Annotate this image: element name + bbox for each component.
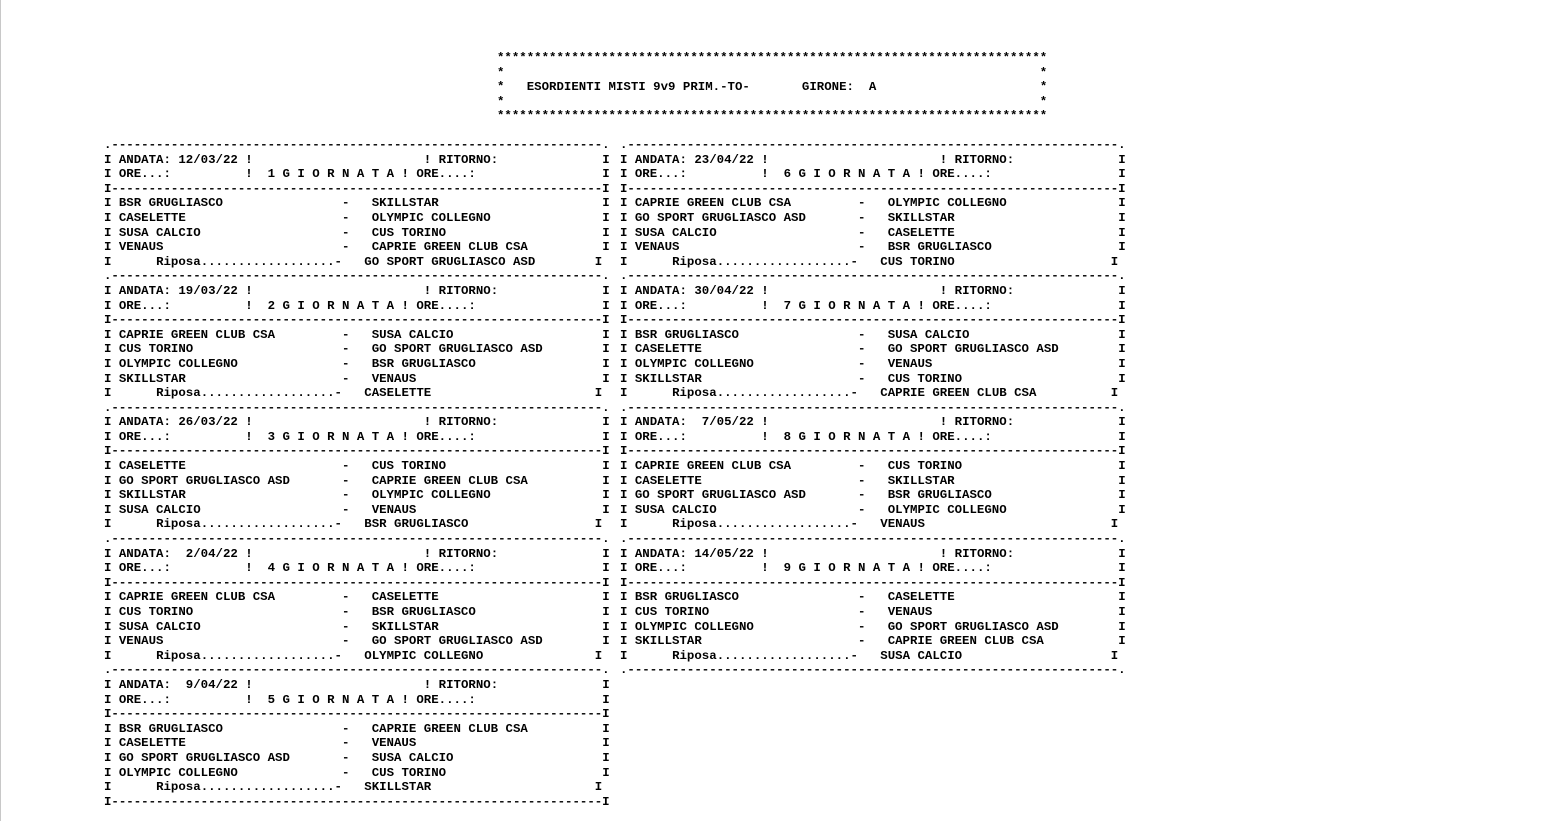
andata-label: ANDATA: (118, 283, 171, 298)
away-team: VENAUS (887, 356, 933, 371)
giornata-label: G I O R N A T A (798, 561, 911, 576)
away-team: BSR GRUGLIASCO (887, 240, 992, 255)
match-row: I CASELETTE - OLYMPIC COLLEGNO I (104, 210, 610, 225)
ore-ritorno-label: ORE....: (932, 167, 992, 182)
match-row: I CAPRIE GREEN CLUB CSA - CUS TORINO I (620, 459, 1126, 474)
away-team: CASELETTE (887, 590, 955, 605)
home-team: OLYMPIC COLLEGNO (634, 356, 754, 371)
riposa-row: I Riposa..................- BSR GRUGLIASCO I (104, 517, 603, 532)
away-team: SUSA CALCIO (371, 327, 454, 342)
match-row: I OLYMPIC COLLEGNO - BSR GRUGLIASCO I (104, 356, 610, 371)
riposa-team: CUS TORINO (880, 254, 955, 269)
match-row: I GO SPORT GRUGLIASCO ASD - SKILLSTAR I (620, 210, 1126, 225)
match-row: I CAPRIE GREEN CLUB CSA - SUSA CALCIO I (104, 327, 610, 342)
giornata-label: G I O R N A T A (282, 561, 395, 576)
andata-label: ANDATA: (118, 415, 171, 430)
ore-label: ORE...: (118, 429, 171, 444)
giornata-number: 8 (783, 429, 792, 444)
match-row: I SUSA CALCIO - SKILLSTAR I (104, 619, 610, 634)
ore-ritorno-label: ORE....: (416, 167, 476, 182)
away-team: BSR GRUGLIASCO (887, 488, 992, 503)
away-team: VENAUS (371, 502, 417, 517)
ore-label: ORE...: (118, 692, 171, 707)
home-team: SKILLSTAR (118, 371, 186, 386)
away-team: CAPRIE GREEN CLUB CSA (371, 240, 528, 255)
block-separator: I------------------------------------------------------------------I (104, 707, 610, 722)
andata-label: ANDATA: (118, 677, 171, 692)
match-row: I CUS TORINO - VENAUS I (620, 605, 1126, 619)
andata-label: ANDATA: (118, 152, 171, 167)
away-team: OLYMPIC COLLEGNO (887, 502, 1007, 517)
riposa-team: CAPRIE GREEN CLUB CSA (880, 386, 1037, 401)
page-left-border (0, 0, 1, 821)
andata-date: 2/04/22 (178, 546, 238, 561)
away-team: BSR GRUGLIASCO (371, 605, 476, 619)
match-row: I CASELETTE - VENAUS I (104, 736, 610, 751)
riposa-label: Riposa (156, 517, 201, 532)
home-team: CAPRIE GREEN CLUB CSA (118, 327, 276, 342)
ore-label: ORE...: (634, 561, 687, 576)
home-team: GO SPORT GRUGLIASCO ASD (634, 210, 806, 225)
riposa-row: I Riposa..................- CUS TORINO I (620, 254, 1119, 269)
riposa-row: I Riposa..................- VENAUS I (620, 517, 1119, 532)
block-bottom-border: .------------------------------------------------------------------. (620, 532, 1126, 547)
andata-date: 14/05/22 (694, 546, 754, 561)
home-team: CAPRIE GREEN CLUB CSA (634, 196, 792, 211)
banner-blank-line: * * (497, 65, 1048, 80)
home-team: BSR GRUGLIASCO (118, 721, 223, 736)
away-team: OLYMPIC COLLEGNO (887, 196, 1007, 211)
ritorno-label: RITORNO: (954, 415, 1015, 430)
away-team: SKILLSTAR (371, 619, 439, 634)
block-bottom-border: .------------------------------------------------------------------. (104, 269, 610, 284)
away-team: CUS TORINO (887, 459, 963, 474)
giornata-number: 9 (783, 561, 792, 576)
match-row: I OLYMPIC COLLEGNO - CUS TORINO I (104, 765, 610, 780)
riposa-row: I Riposa..................- GO SPORT GRUGLIASCO ASD I (104, 254, 603, 269)
home-team: SUSA CALCIO (118, 225, 201, 240)
block-top-border: .------------------------------------------------------------------. (620, 138, 1126, 152)
home-team: SUSA CALCIO (118, 619, 201, 634)
andata-date: 7/05/22 (694, 415, 754, 430)
riposa-row: I Riposa..................- CAPRIE GREEN CLUB CSA I (620, 386, 1119, 401)
match-row: I CAPRIE GREEN CLUB CSA - OLYMPIC COLLEGNO I (620, 196, 1126, 211)
match-row: I VENAUS - GO SPORT GRUGLIASCO ASD I (104, 634, 610, 649)
andata-date: 23/04/22 (694, 152, 754, 167)
giornata-block-6: .------------------------------------------------------------------. I ANDATA: 23/04/22 ! ! RITORNO: I I ORE...: ! 6 G I O R N A T A ! ORE....: I I------------------------------------------------------------------I I CAPRIE GREEN CLUB CSA - OLYMPIC COLLEGNO I I GO SPORT GRUGLIASCO ASD - SKILLSTAR I I SUSA CALCIO - CASELETTE I I VENAUS - BSR GRUGLIASCO I I Riposa..................- CUS TORINO I .------------------------------------------------------------------. (620, 138, 1126, 284)
match-row: I VENAUS - BSR GRUGLIASCO I (620, 240, 1126, 255)
home-team: GO SPORT GRUGLIASCO ASD (118, 473, 290, 488)
andata-label: ANDATA: (634, 152, 687, 167)
match-row: I SUSA CALCIO - CASELETTE I (620, 225, 1126, 240)
ore-ritorno-label: ORE....: (932, 429, 992, 444)
giornata-block-9: I ANDATA: 14/05/22 ! ! RITORNO: I I ORE...: ! 9 G I O R N A T A ! ORE....: I I------------------------------------------------------------------I I BSR GRUGLIASCO - CASELETTE I I CUS TORINO - VENAUS I I OLYMPIC COLLEGNO - GO SPORT GRUGLIASCO ASD I I SKILLSTAR - CAPRIE GREEN CLUB CSA I I Riposa..................- SUSA CALCIO I .------------------------------------------------------------------. (620, 546, 1126, 678)
banner-star-line: ************************************************************************** (497, 109, 1048, 124)
match-row: I CAPRIE GREEN CLUB CSA - CASELETTE I (104, 590, 610, 605)
giornata-block-3: I ANDATA: 26/03/22 ! ! RITORNO: I I ORE...: ! 3 G I O R N A T A ! ORE....: I I------------------------------------------------------------------I I CASELETTE - CUS TORINO I I GO SPORT GRUGLIASCO ASD - CAPRIE GREEN CLUB CSA I I SKILLSTAR - OLYMPIC COLLEGNO I I SUSA CALCIO - VENAUS I I Riposa..................- BSR GRUGLIASCO I .------------------------------------------------------------------. (104, 415, 610, 547)
schedule-column-left (104, 138, 610, 809)
away-team: VENAUS (371, 736, 417, 751)
home-team: CASELETTE (118, 459, 186, 474)
home-team: CASELETTE (118, 210, 186, 225)
match-row: I VENAUS - CAPRIE GREEN CLUB CSA I (104, 240, 610, 255)
away-team: VENAUS (371, 371, 417, 386)
giornata-label: G I O R N A T A (282, 692, 395, 707)
block-top-border: .------------------------------------------------------------------. (104, 138, 610, 152)
away-team: SKILLSTAR (371, 196, 439, 211)
andata-label: ANDATA: (118, 546, 171, 561)
riposa-label: Riposa (156, 648, 201, 663)
match-row: I CASELETTE - GO SPORT GRUGLIASCO ASD I (620, 342, 1126, 357)
giornata-block-1: .------------------------------------------------------------------. I ANDATA: 12/03/22 ! ! RITORNO: I I ORE...: ! 1 G I O R N A T A ! ORE....: I I------------------------------------------------------------------I I BSR GRUGLIASCO - SKILLSTAR I I CASELETTE - OLYMPIC COLLEGNO I I SUSA CALCIO - CUS TORINO I I VENAUS - CAPRIE GREEN CLUB CSA I I Riposa..................- GO SPORT GRUGLIASCO ASD I .------------------------------------------------------------------. (104, 138, 610, 284)
home-team: SKILLSTAR (634, 634, 702, 649)
banner-star-line: ************************************************************************** (497, 51, 1048, 65)
home-team: SKILLSTAR (118, 488, 186, 503)
match-row: I BSR GRUGLIASCO - CAPRIE GREEN CLUB CSA I (104, 721, 610, 736)
away-team: GO SPORT GRUGLIASCO ASD (887, 619, 1059, 634)
riposa-row: I Riposa..................- CASELETTE I (104, 386, 603, 401)
ritorno-label: RITORNO: (438, 546, 499, 561)
home-team: SUSA CALCIO (634, 225, 717, 240)
giornata-number: 3 (267, 429, 276, 444)
home-team: BSR GRUGLIASCO (634, 327, 739, 342)
home-team: CUS TORINO (634, 605, 710, 619)
home-team: CASELETTE (634, 342, 702, 357)
away-team: OLYMPIC COLLEGNO (371, 488, 491, 503)
ore-ritorno-label: ORE....: (416, 561, 476, 576)
away-team: SKILLSTAR (887, 473, 955, 488)
riposa-team: SKILLSTAR (364, 780, 432, 795)
giornata-block-7: I ANDATA: 30/04/22 ! ! RITORNO: I I ORE...: ! 7 G I O R N A T A ! ORE....: I I------------------------------------------------------------------I I BSR GRUGLIASCO - SUSA CALCIO I I CASELETTE - GO SPORT GRUGLIASCO ASD I I OLYMPIC COLLEGNO - VENAUS I I SKILLSTAR - CUS TORINO I I Riposa..................- CAPRIE GREEN CLUB CSA I .------------------------------------------------------------------. (620, 283, 1126, 415)
championship-banner: ************************************************************************** * * * ESORDIENTI MISTI 9v9 PRIM.-TO- GIRONE: A * * * ************************************************************************** (497, 51, 1048, 124)
block-separator: I------------------------------------------------------------------I (104, 444, 610, 459)
giornata-label: G I O R N A T A (798, 298, 911, 313)
riposa-label: Riposa (672, 517, 717, 532)
andata-date: 9/04/22 (178, 677, 238, 692)
match-row: I CUS TORINO - BSR GRUGLIASCO I (104, 605, 610, 619)
away-team: SUSA CALCIO (371, 750, 454, 765)
ritorno-label: RITORNO: (954, 546, 1015, 561)
match-row: I SKILLSTAR - CUS TORINO I (620, 371, 1126, 386)
home-team: CUS TORINO (118, 605, 194, 619)
riposa-label: Riposa (156, 254, 201, 269)
match-row: I OLYMPIC COLLEGNO - GO SPORT GRUGLIASCO ASD I (620, 619, 1126, 634)
riposa-team: OLYMPIC COLLEGNO (364, 648, 484, 663)
ritorno-label: RITORNO: (438, 415, 499, 430)
andata-label: ANDATA: (634, 415, 687, 430)
giornata-number: 5 (267, 692, 276, 707)
home-team: VENAUS (118, 634, 164, 649)
away-team: BSR GRUGLIASCO (371, 356, 476, 371)
match-row: I SUSA CALCIO - VENAUS I (104, 502, 610, 517)
home-team: CASELETTE (634, 473, 702, 488)
block-bottom-border: .------------------------------------------------------------------. (620, 269, 1126, 284)
home-team: GO SPORT GRUGLIASCO ASD (118, 750, 290, 765)
away-team: SUSA CALCIO (887, 327, 970, 342)
giornata-number: 7 (783, 298, 792, 313)
block-bottom-border: I------------------------------------------------------------------I (104, 794, 610, 809)
block-separator: I------------------------------------------------------------------I (620, 575, 1126, 590)
away-team: CUS TORINO (887, 371, 963, 386)
block-bottom-border: .------------------------------------------------------------------. (104, 400, 610, 415)
match-row: I SKILLSTAR - VENAUS I (104, 371, 610, 386)
home-team: GO SPORT GRUGLIASCO ASD (634, 488, 806, 503)
ore-label: ORE...: (634, 429, 687, 444)
block-separator: I------------------------------------------------------------------I (104, 575, 610, 590)
andata-date: 30/04/22 (694, 283, 754, 298)
ore-label: ORE...: (118, 167, 171, 182)
schedule-column-right (620, 138, 1126, 678)
ore-label: ORE...: (634, 298, 687, 313)
riposa-label: Riposa (156, 780, 201, 795)
giornata-number: 2 (267, 298, 276, 313)
away-team: CUS TORINO (371, 459, 447, 474)
home-team: CAPRIE GREEN CLUB CSA (118, 590, 276, 605)
block-bottom-border: .------------------------------------------------------------------. (104, 663, 610, 678)
giornata-number: 4 (267, 561, 276, 576)
group-value: A (868, 80, 877, 95)
away-team: CAPRIE GREEN CLUB CSA (371, 473, 528, 488)
ore-label: ORE...: (118, 298, 171, 313)
riposa-label: Riposa (672, 254, 717, 269)
home-team: OLYMPIC COLLEGNO (118, 765, 238, 780)
home-team: VENAUS (634, 240, 680, 255)
home-team: OLYMPIC COLLEGNO (634, 619, 754, 634)
ore-label: ORE...: (634, 167, 687, 182)
andata-date: 26/03/22 (178, 415, 238, 430)
home-team: CASELETTE (118, 736, 186, 751)
championship-title: ESORDIENTI MISTI 9v9 PRIM.-TO- (526, 80, 750, 95)
away-team: CAPRIE GREEN CLUB CSA (887, 634, 1044, 649)
ritorno-label: RITORNO: (438, 677, 499, 692)
andata-date: 12/03/22 (178, 152, 238, 167)
home-team: BSR GRUGLIASCO (118, 196, 223, 211)
ore-ritorno-label: ORE....: (416, 429, 476, 444)
ritorno-label: RITORNO: (438, 283, 499, 298)
riposa-label: Riposa (156, 386, 201, 401)
match-row: I SUSA CALCIO - OLYMPIC COLLEGNO I (620, 502, 1126, 517)
riposa-label: Riposa (672, 648, 717, 663)
block-separator: I------------------------------------------------------------------I (104, 181, 610, 196)
home-team: BSR GRUGLIASCO (634, 590, 739, 605)
home-team: OLYMPIC COLLEGNO (118, 356, 238, 371)
match-row: I GO SPORT GRUGLIASCO ASD - CAPRIE GREEN CLUB CSA I (104, 473, 610, 488)
home-team: CAPRIE GREEN CLUB CSA (634, 459, 792, 474)
match-row: I SKILLSTAR - CAPRIE GREEN CLUB CSA I (620, 634, 1126, 649)
block-bottom-border: .------------------------------------------------------------------. (104, 532, 610, 547)
ritorno-label: RITORNO: (438, 152, 499, 167)
ore-ritorno-label: ORE....: (932, 561, 992, 576)
riposa-row: I Riposa..................- OLYMPIC COLLEGNO I (104, 648, 603, 663)
group-label: GIRONE: (801, 80, 854, 95)
block-separator: I------------------------------------------------------------------I (104, 313, 610, 328)
match-row: I BSR GRUGLIASCO - SKILLSTAR I (104, 196, 610, 211)
giornata-number: 6 (783, 167, 792, 182)
match-row: I GO SPORT GRUGLIASCO ASD - SUSA CALCIO I (104, 750, 610, 765)
ritorno-label: RITORNO: (954, 283, 1015, 298)
banner-blank-line: * * (497, 94, 1048, 109)
giornata-label: G I O R N A T A (798, 167, 911, 182)
match-row: I BSR GRUGLIASCO - CASELETTE I (620, 590, 1126, 605)
match-row: I CUS TORINO - GO SPORT GRUGLIASCO ASD I (104, 342, 610, 357)
away-team: OLYMPIC COLLEGNO (371, 210, 491, 225)
andata-label: ANDATA: (634, 283, 687, 298)
away-team: CAPRIE GREEN CLUB CSA (371, 721, 528, 736)
riposa-team: VENAUS (880, 517, 925, 532)
giornata-block-4: I ANDATA: 2/04/22 ! ! RITORNO: I I ORE...: ! 4 G I O R N A T A ! ORE....: I I------------------------------------------------------------------I I CAPRIE GREEN CLUB CSA - CASELETTE I I CUS TORINO - BSR GRUGLIASCO I I SUSA CALCIO - SKILLSTAR I I VENAUS - GO SPORT GRUGLIASCO ASD I I Riposa..................- OLYMPIC COLLEGNO I .------------------------------------------------------------------. (104, 546, 610, 678)
away-team: GO SPORT GRUGLIASCO ASD (371, 634, 543, 649)
riposa-row: I Riposa..................- SKILLSTAR I (104, 780, 603, 795)
away-team: SKILLSTAR (887, 210, 955, 225)
ore-ritorno-label: ORE....: (932, 298, 992, 313)
giornata-label: G I O R N A T A (798, 429, 911, 444)
giornata-label: G I O R N A T A (282, 167, 395, 182)
giornata-block-8: I ANDATA: 7/05/22 ! ! RITORNO: I I ORE...: ! 8 G I O R N A T A ! ORE....: I I------------------------------------------------------------------I I CAPRIE GREEN CLUB CSA - CUS TORINO I I CASELETTE - SKILLSTAR I I GO SPORT GRUGLIASCO ASD - BSR GRUGLIASCO I I SUSA CALCIO - OLYMPIC COLLEGNO I I Riposa..................- VENAUS I .------------------------------------------------------------------. (620, 415, 1126, 547)
ore-ritorno-label: ORE....: (416, 298, 476, 313)
giornata-number: 1 (267, 167, 276, 182)
block-bottom-border: .------------------------------------------------------------------. (620, 663, 1126, 678)
riposa-row: I Riposa..................- SUSA CALCIO I (620, 648, 1119, 663)
riposa-team: SUSA CALCIO (880, 648, 963, 663)
riposa-team: BSR GRUGLIASCO (364, 517, 469, 532)
match-row: I CASELETTE - CUS TORINO I (104, 459, 610, 474)
giornata-label: G I O R N A T A (282, 298, 395, 313)
ritorno-label: RITORNO: (954, 152, 1015, 167)
block-separator: I------------------------------------------------------------------I (620, 313, 1126, 328)
away-team: CASELETTE (887, 225, 955, 240)
home-team: SUSA CALCIO (118, 502, 201, 517)
away-team: CUS TORINO (371, 765, 447, 780)
away-team: VENAUS (887, 605, 933, 619)
match-row: I OLYMPIC COLLEGNO - VENAUS I (620, 356, 1126, 371)
match-row: I CASELETTE - SKILLSTAR I (620, 473, 1126, 488)
riposa-label: Riposa (672, 386, 717, 401)
match-row: I GO SPORT GRUGLIASCO ASD - BSR GRUGLIASCO I (620, 488, 1126, 503)
match-row: I SKILLSTAR - OLYMPIC COLLEGNO I (104, 488, 610, 503)
ore-label: ORE...: (118, 561, 171, 576)
home-team: CUS TORINO (118, 342, 194, 357)
match-row: I BSR GRUGLIASCO - SUSA CALCIO I (620, 327, 1126, 342)
riposa-team: CASELETTE (364, 386, 432, 401)
riposa-team: GO SPORT GRUGLIASCO ASD (364, 254, 536, 269)
giornata-label: G I O R N A T A (282, 429, 395, 444)
away-team: CASELETTE (371, 590, 439, 605)
giornata-block-5: I ANDATA: 9/04/22 ! ! RITORNO: I I ORE...: ! 5 G I O R N A T A ! ORE....: I I------------------------------------------------------------------I I BSR GRUGLIASCO - CAPRIE GREEN CLUB CSA I I CASELETTE - VENAUS I I GO SPORT GRUGLIASCO ASD - SUSA CALCIO I I OLYMPIC COLLEGNO - CUS TORINO I I Riposa..................- SKILLSTAR I I------------------------------------------------------------------I (104, 677, 610, 809)
block-bottom-border: .------------------------------------------------------------------. (620, 400, 1126, 415)
home-team: VENAUS (118, 240, 164, 255)
away-team: GO SPORT GRUGLIASCO ASD (887, 342, 1059, 357)
away-team: GO SPORT GRUGLIASCO ASD (371, 342, 543, 357)
home-team: SKILLSTAR (634, 371, 702, 386)
andata-label: ANDATA: (634, 546, 687, 561)
ore-ritorno-label: ORE....: (416, 692, 476, 707)
block-separator: I------------------------------------------------------------------I (620, 444, 1126, 459)
home-team: SUSA CALCIO (634, 502, 717, 517)
block-separator: I------------------------------------------------------------------I (620, 181, 1126, 196)
match-row: I SUSA CALCIO - CUS TORINO I (104, 225, 610, 240)
andata-date: 19/03/22 (178, 283, 238, 298)
giornata-block-2: I ANDATA: 19/03/22 ! ! RITORNO: I I ORE...: ! 2 G I O R N A T A ! ORE....: I I------------------------------------------------------------------I I CAPRIE GREEN CLUB CSA - SUSA CALCIO I I CUS TORINO - GO SPORT GRUGLIASCO ASD I I OLYMPIC COLLEGNO - BSR GRUGLIASCO I I SKILLSTAR - VENAUS I I Riposa..................- CASELETTE I .------------------------------------------------------------------. (104, 283, 610, 415)
away-team: CUS TORINO (371, 225, 447, 240)
